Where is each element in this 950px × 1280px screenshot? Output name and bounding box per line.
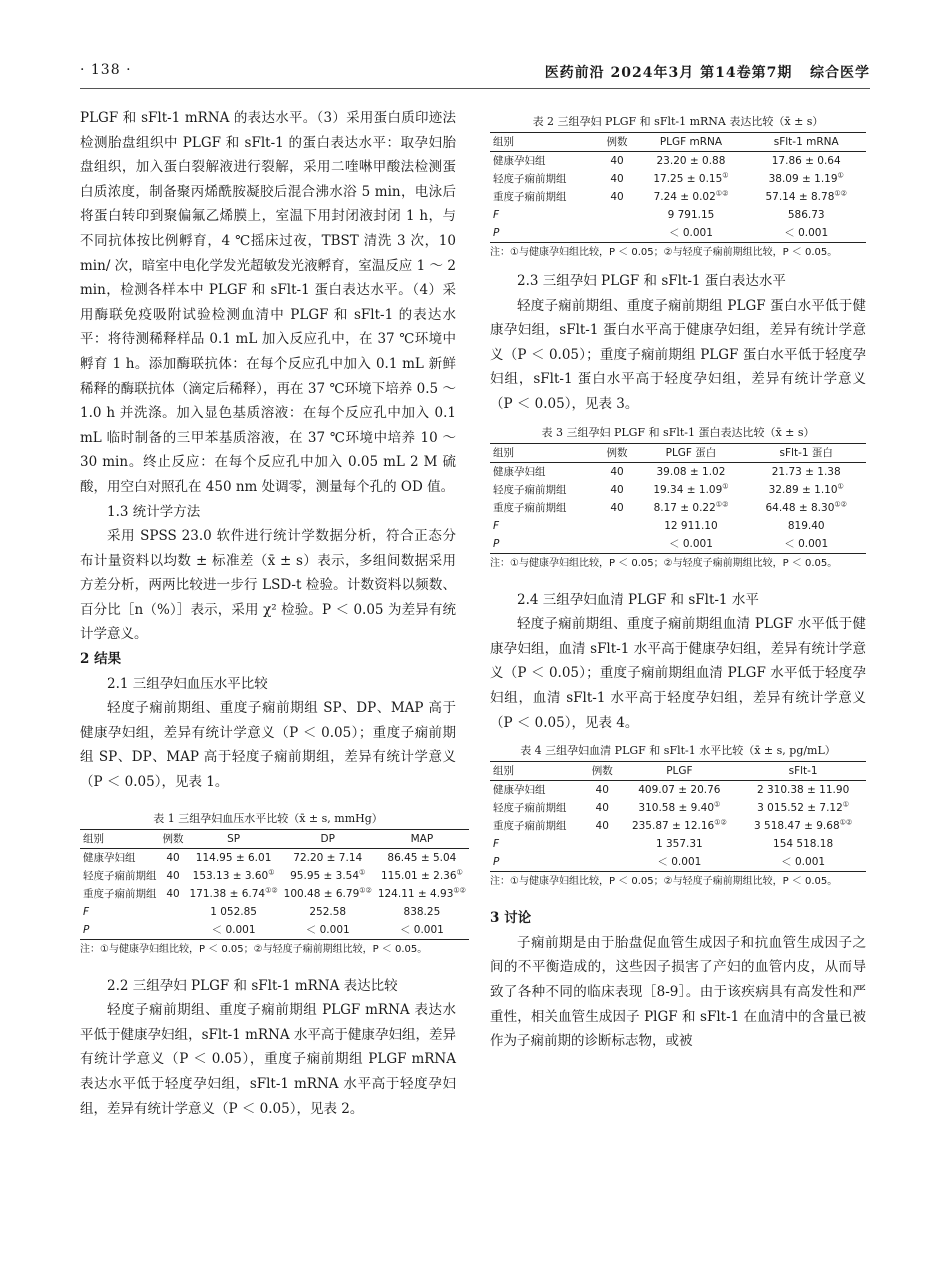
table-4 — [490, 761, 866, 872]
table-cell: F — [493, 209, 500, 221]
table-cell: ＜ 0.001 — [187, 921, 281, 940]
section-2-2-heading: 2.2 三组孕妇 PLGF 和 sFlt-1 mRNA 表达比较 — [107, 977, 398, 994]
table-cell: 轻度子痫前期组 — [493, 802, 567, 815]
table-cell: P — [490, 535, 599, 554]
table-row — [490, 499, 866, 517]
table-cell: 19.34 ± 1.09① — [653, 482, 729, 496]
table-cell: 21.73 ± 1.38 — [771, 465, 841, 478]
table-header-cell: DP — [281, 829, 375, 848]
table-cell: 3 518.47 ± 9.68①② — [754, 818, 853, 833]
table-cell: 8.17 ± 0.22①② — [653, 500, 729, 514]
table-3 — [490, 443, 866, 554]
table-header-cell: sFlt-1 蛋白 — [746, 443, 866, 462]
table-cell: 7.24 ± 0.02①② — [653, 189, 729, 203]
table-row — [80, 885, 469, 903]
table-cell: 838.25 — [403, 905, 441, 918]
table-header-cell: 组别 — [490, 133, 599, 152]
section-2-heading: 2 结果 — [80, 651, 122, 668]
table-cell: 重度子痫前期组 — [493, 820, 567, 833]
table-cell: 1 052.85 — [210, 905, 257, 918]
table-cell: 586.73 — [787, 209, 825, 221]
table-4-note: 注：①与健康孕妇组比较，P ＜ 0.05；②与轻度子痫前期组比较，P ＜ 0.05。 — [490, 876, 838, 888]
table-cell: 40 — [610, 465, 624, 478]
table-header-row — [490, 762, 866, 781]
table-header-cell: 例数 — [599, 443, 636, 462]
table-cell — [586, 835, 619, 853]
table-cell: 40 — [610, 173, 624, 185]
table-cell: 40 — [595, 784, 609, 797]
section-2-1-heading: 2.1 三组孕妇血压水平比较 — [107, 675, 268, 692]
table-cell: 153.13 ± 3.60① — [192, 868, 275, 882]
table-row — [490, 835, 866, 853]
table-cell — [586, 853, 619, 872]
table-2-block — [490, 114, 866, 261]
table-cell: 40 — [166, 869, 180, 882]
table-header-row — [490, 443, 866, 462]
table-row — [490, 853, 866, 872]
table-4-caption: 表 4 三组孕妇血清 PLGF 和 sFlt-1 水平比较（x̄ ± s, pg/mL） — [520, 744, 836, 758]
paragraph-2-1: 轻度子痫前期组、重度子痫前期组 SP、DP、MAP 高于健康孕妇组，差异有统计学意义（P ＜ 0.05）；重度子痫前期组 SP、DP、MAP 高于轻度子痫前期组，差异有统计学意义（P ＜ 0.05），见表 1。 — [80, 700, 456, 791]
table-header-cell: PLGF mRNA — [636, 133, 747, 152]
table-header-cell: 例数 — [599, 133, 636, 152]
table-cell: 310.58 ± 9.40① — [638, 800, 721, 815]
table-header-cell: 组别 — [80, 829, 160, 848]
table-cell: 重度子痫前期组 — [493, 191, 567, 203]
table-cell: 重度子痫前期组 — [493, 501, 567, 514]
table-cell — [599, 535, 636, 554]
table-cell: 健康孕妇组 — [83, 851, 136, 864]
table-3-caption: 表 3 三组孕妇 PLGF 和 sFlt-1 蛋白表达比较（x̄ ± s） — [541, 425, 815, 439]
table-cell: 100.48 ± 6.79①② — [283, 886, 372, 900]
table-header-cell: PLGF 蛋白 — [636, 443, 747, 462]
table-cell: 819.40 — [787, 519, 825, 532]
table-cell: ＜ 0.001 — [740, 853, 866, 872]
table-header-cell: 例数 — [586, 762, 619, 781]
table-cell: ＜ 0.001 — [281, 921, 375, 940]
table-cell — [599, 206, 636, 224]
table-row — [490, 188, 866, 206]
table-cell: 40 — [610, 155, 624, 167]
table-row — [80, 903, 469, 921]
table-cell: 154 518.18 — [773, 838, 834, 851]
table-cell: 17.25 ± 0.15① — [653, 171, 729, 185]
table-cell: 轻度子痫前期组 — [493, 483, 567, 496]
table-cell: 40 — [166, 887, 180, 900]
section-1-3-heading: 1.3 统计学方法 — [107, 503, 201, 520]
table-header-row — [490, 133, 866, 152]
table-header-cell: PLGF — [619, 762, 741, 781]
table-1-note: 注：①与健康孕妇组比较，P ＜ 0.05；②与轻度子痫前期组比较，P ＜ 0.05。 — [80, 943, 428, 955]
table-cell — [160, 921, 187, 940]
table-cell — [599, 517, 636, 535]
table-cell: 57.14 ± 8.78①② — [765, 189, 847, 203]
table-3-block — [490, 425, 866, 572]
table-header-cell: SP — [187, 829, 281, 848]
table-1-caption: 表 1 三组孕妇血压水平比较（x̄ ± s, mmHg） — [153, 811, 383, 825]
table-cell: 235.87 ± 12.16①② — [631, 818, 727, 833]
table-row — [80, 921, 469, 940]
table-row — [490, 462, 866, 481]
table-cell: 健康孕妇组 — [493, 465, 546, 478]
table-cell: ＜ 0.001 — [636, 224, 747, 243]
right-column — [490, 106, 866, 1054]
left-column — [80, 106, 466, 1121]
table-cell: 23.20 ± 0.88 — [656, 155, 726, 167]
table-cell: 115.01 ± 2.36① — [380, 868, 463, 882]
table-header-cell: sFlt-1 mRNA — [746, 133, 866, 152]
table-1 — [80, 829, 469, 940]
table-cell: P — [490, 224, 599, 243]
table-cell: F — [493, 838, 500, 851]
section-2-4-heading: 2.4 三组孕妇血清 PLGF 和 sFlt-1 水平 — [517, 591, 759, 608]
table-cell: 114.95 ± 6.01 — [195, 851, 272, 864]
table-row — [490, 206, 866, 224]
table-cell: 32.89 ± 1.10① — [768, 482, 844, 496]
table-4-block — [490, 743, 866, 890]
table-cell: 2 310.38 ± 11.90 — [756, 784, 850, 797]
table-row — [80, 867, 469, 885]
table-cell: ＜ 0.001 — [746, 224, 866, 243]
paragraph-2-3: 轻度子痫前期组、重度子痫前期组 PLGF 蛋白水平低于健康孕妇组，sFlt-1 蛋白水平高于健康孕妇组，差异有统计学意义（P ＜ 0.05）；重度子痫前期组 PLGF 蛋白水平低于轻度孕妇组，sFlt-1 蛋白水平高于轻度孕妇组，差异有统计学意义（P ＜ 0.05），见表 3。 — [490, 297, 866, 412]
table-cell: 轻度子痫前期组 — [83, 869, 157, 882]
table-cell: 重度子痫前期组 — [83, 887, 157, 900]
table-row — [490, 817, 866, 835]
table-cell: 40 — [166, 851, 180, 864]
table-cell: 64.48 ± 8.30①② — [765, 500, 847, 514]
table-cell: 健康孕妇组 — [493, 155, 546, 167]
table-row — [490, 781, 866, 800]
table-cell: 9 791.15 — [667, 209, 715, 221]
table-row — [80, 848, 469, 867]
table-cell — [160, 903, 187, 921]
table-cell: 40 — [595, 802, 609, 815]
table-cell: 3 015.52 ± 7.12① — [757, 800, 850, 815]
journal-title: 医药前沿 2024年3月 第14卷第7期 综合医学 — [544, 65, 870, 81]
table-cell: ＜ 0.001 — [619, 853, 741, 872]
table-row — [490, 481, 866, 499]
table-cell — [599, 224, 636, 243]
table-cell: 171.38 ± 6.74①② — [189, 886, 278, 900]
table-header-cell: 组别 — [490, 762, 586, 781]
table-cell: 12 911.10 — [664, 519, 718, 532]
table-cell: F — [493, 519, 500, 532]
table-row — [490, 517, 866, 535]
table-2-note: 注：①与健康孕妇组比较，P ＜ 0.05；②与轻度子痫前期组比较，P ＜ 0.05。 — [490, 247, 838, 258]
table-cell: 40 — [595, 820, 609, 833]
paragraph-2-2: 轻度子痫前期组、重度子痫前期组 PLGF mRNA 表达水平低于健康孕妇组，sFlt-1 mRNA 水平高于健康孕妇组，差异有统计学意义（P ＜ 0.05），重度子痫前期组 PLGF mRNA 表达水平低于轻度孕妇组，sFlt-1 mRNA 水平高于轻度孕妇组，差异有统计学意义（P ＜ 0.05），见表 2。 — [80, 1002, 456, 1117]
table-cell: 40 — [610, 191, 624, 203]
table-cell: P — [80, 921, 160, 940]
table-header-cell: 组别 — [490, 443, 599, 462]
table-cell: 252.58 — [309, 905, 347, 918]
table-cell: 72.20 ± 7.14 — [293, 851, 363, 864]
page-number: · 138 · — [80, 62, 132, 78]
table-cell: 轻度子痫前期组 — [493, 173, 567, 185]
table-cell: F — [83, 905, 90, 918]
table-row — [490, 170, 866, 188]
table-row — [490, 535, 866, 554]
table-1-block — [80, 811, 466, 958]
table-cell: 409.07 ± 20.76 — [638, 784, 721, 797]
table-header-row — [80, 829, 469, 848]
table-row — [490, 152, 866, 171]
section-2-3-heading: 2.3 三组孕妇 PLGF 和 sFlt-1 蛋白表达水平 — [517, 273, 786, 289]
table-header-cell: 例数 — [160, 829, 187, 848]
table-cell: ＜ 0.001 — [746, 535, 866, 554]
table-cell: 40 — [610, 483, 624, 496]
table-cell: 17.86 ± 0.64 — [771, 155, 841, 167]
table-cell: 124.11 ± 4.93①② — [377, 886, 466, 900]
table-cell: 39.08 ± 1.02 — [656, 465, 726, 478]
table-cell: ＜ 0.001 — [375, 921, 469, 940]
paragraph-statistics: 采用 SPSS 23.0 软件进行统计学数据分析，符合正态分布计量资料以均数 ± 标准差（x̄ ± s）表示，多组间数据采用方差分析，两两比较进一步行 LSD-t 检验。计数资料以频数、百分比［n（%）］表示，采用 χ² 检验。P ＜ 0.05 为差异有统计学意义。 — [80, 528, 456, 643]
paragraph-discussion: 子痫前期是由于胎盘促血管生成因子和抗血管生成因子之间的不平衡造成的，这些因子损害了产妇的血管内皮，从而导致了各种不同的临床表现［8-9］。由于该疾病具有高发性和严重性，相关血管生成因子 PlGF 和 sFlt-1 在血清中的含量已被作为子痫前期的诊断标志物，或被 — [490, 934, 866, 1050]
table-2-caption: 表 2 三组孕妇 PLGF 和 sFlt-1 mRNA 表达比较（x̄ ± s） — [532, 115, 824, 128]
table-cell: 40 — [610, 501, 624, 514]
table-2 — [490, 132, 866, 243]
paragraph-methods-continued: PLGF 和 sFlt-1 mRNA 的表达水平。（3）采用蛋白质印迹法检测胎盘组织中 PLGF 和 sFlt-1 的蛋白表达水平：取孕妇胎盘组织，加入蛋白裂解液进行裂解，采用二喹啉甲酸法检测蛋白质浓度，制备聚丙烯酰胺凝胶后混合沸水浴 5 min，电泳后将蛋白转印到聚偏氟乙烯膜上，室温下用封闭液封闭 1 h，与不同抗体按比例孵育，4 ℃摇床过夜，TBST 清洗 3 次，10 min/ 次，暗室中电化学发光超敏发光液孵育，室温反应 1 ～ 2 min，检测各样本中 PLGF 和 sFlt-1 蛋白表达水平。（4）采用酶联免疫吸附试验检测血清中 PLGF 和 sFlt-1 的表达水平：将待测稀释样品 0.1 mL 加入反应孔中，在 37 ℃环境中孵育 1 h。添加酶联抗体：在每个反应孔中加入 0.1 mL 新鲜稀释的酶联抗体（滴定后稀释），再在 37 ℃环境下培养 0.5 ～ 1.0 h 并洗涤。加入显色基质溶液：在每个反应孔中加入 0.1 mL 临时制备的三甲苯基质溶液，在 37 ℃环境中培养 10 ～ 30 min。终止反应：在每个反应孔中加入 0.05 mL 2 M 硫酸，用空白对照孔在 450 nm 处调零，测量每个孔的 OD 值。 — [80, 110, 456, 495]
table-cell: 健康孕妇组 — [493, 784, 546, 797]
table-header-cell: MAP — [375, 829, 469, 848]
table-cell: 86.45 ± 5.04 — [387, 851, 457, 864]
page-header — [80, 62, 870, 89]
table-cell: P — [490, 853, 586, 872]
paragraph-2-4: 轻度子痫前期组、重度子痫前期组血清 PLGF 水平低于健康孕妇组，血清 sFlt-1 水平高于健康孕妇组，差异有统计学意义（P ＜ 0.05）；重度子痫前期组血清 PLGF 水平低于轻度孕妇组，血清 sFlt-1 水平高于轻度孕妇组，差异有统计学意义（P ＜ 0.05），见表 4。 — [490, 616, 866, 731]
table-3-note: 注：①与健康孕妇组比较，P ＜ 0.05；②与轻度子痫前期组比较，P ＜ 0.05。 — [490, 557, 838, 569]
table-row — [490, 799, 866, 817]
table-cell: 1 357.31 — [655, 838, 703, 851]
table-cell: 95.95 ± 3.54① — [290, 868, 366, 882]
section-3-heading: 3 讨论 — [490, 910, 532, 927]
table-cell: 38.09 ± 1.19① — [768, 171, 844, 185]
table-row — [490, 224, 866, 243]
table-header-cell: sFlt-1 — [740, 762, 866, 781]
table-cell: ＜ 0.001 — [636, 535, 747, 554]
